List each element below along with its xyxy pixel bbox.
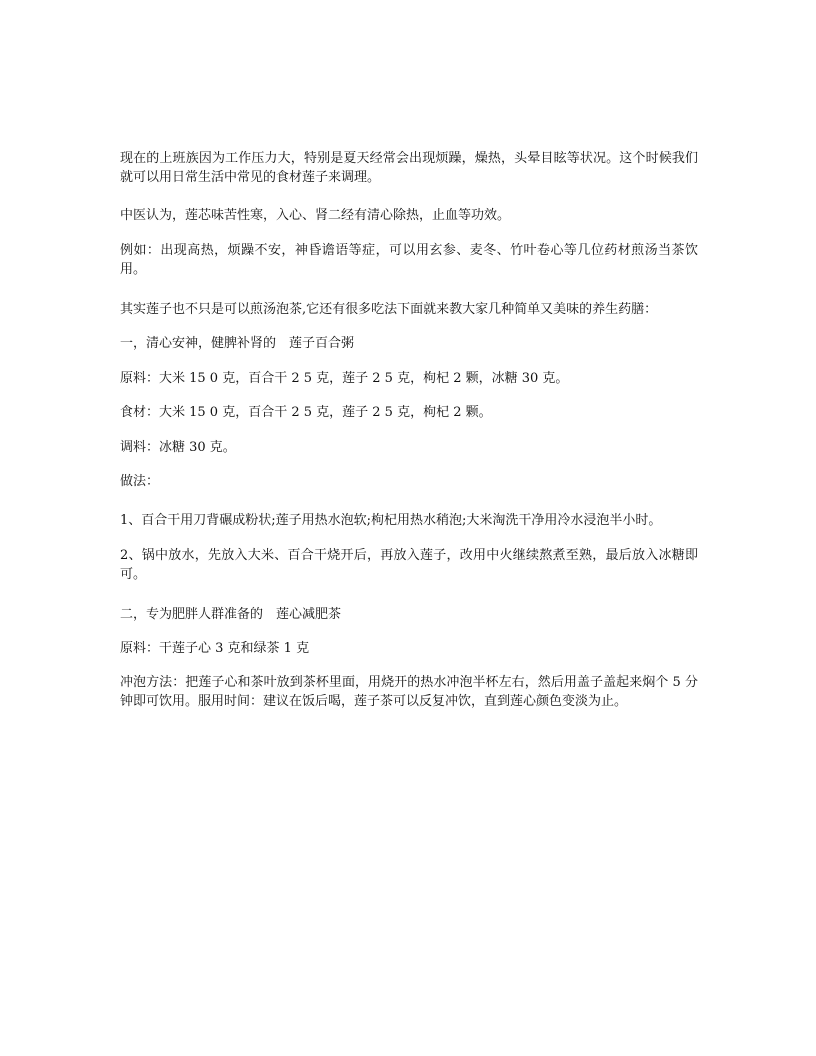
lead-in-paragraph: 其实莲子也不只是可以煎汤泡茶,它还有很多吃法下面就来教大家几种简单又美味的养生药膳： bbox=[120, 302, 658, 317]
step-2-paragraph: 2、锅中放水，先放入大米、百合干烧开后，再放入莲子，改用中火继续熬煮至熟，最后放入冰糖即可。 bbox=[120, 548, 698, 582]
tea-ingredients-paragraph: 原料：干莲子心 3 克和绿茶 1 克 bbox=[120, 641, 310, 656]
section-heading-1: 一，清心安神，健脾补肾的 莲子百合粥 bbox=[120, 336, 355, 351]
tcm-paragraph: 中医认为，莲芯味苦性寒，入心、肾二经有清心除热，止血等功效。 bbox=[120, 208, 511, 223]
brewing-method-paragraph: 冲泡方法：把莲子心和茶叶放到茶杯里面，用烧开的热水冲泡半杯左右，然后用盖子盖起来焖个 5 分钟即可饮用。服用时间：建议在饭后喝，莲子茶可以反复冲饮，直到莲心颜色变淡为止。 bbox=[120, 675, 698, 709]
method-label: 做法： bbox=[120, 474, 160, 489]
seasoning-paragraph: 调料：冰糖 30 克。 bbox=[120, 440, 236, 455]
example-paragraph: 例如：出现高热，烦躁不安，神昏谵语等症，可以用玄参、麦冬、竹叶卷心等几位药材煎汤当茶饮用。 bbox=[120, 243, 698, 277]
food-materials-paragraph: 食材：大米 15 0 克，百合干 2 5 克，莲子 2 5 克，枸杞 2 颗。 bbox=[120, 405, 492, 420]
step-1-paragraph: 1、百合干用刀背碾成粉状;莲子用热水泡软;枸杞用热水稍泡;大米淘洗干净用冷水浸泡半小时。 bbox=[120, 513, 662, 528]
section-heading-2: 二，专为肥胖人群准备的 莲心减肥茶 bbox=[120, 607, 342, 622]
ingredients-paragraph: 原料：大米 15 0 克，百合干 2 5 克，莲子 2 5 克，枸杞 2 颗，冰糖 30 克。 bbox=[120, 371, 569, 386]
intro-paragraph: 现在的上班族因为工作压力大，特别是夏天经常会出现烦躁，燥热，头晕目眩等状况。这个时候我们就可以用日常生活中常见的食材莲子来调理。 bbox=[120, 151, 698, 185]
